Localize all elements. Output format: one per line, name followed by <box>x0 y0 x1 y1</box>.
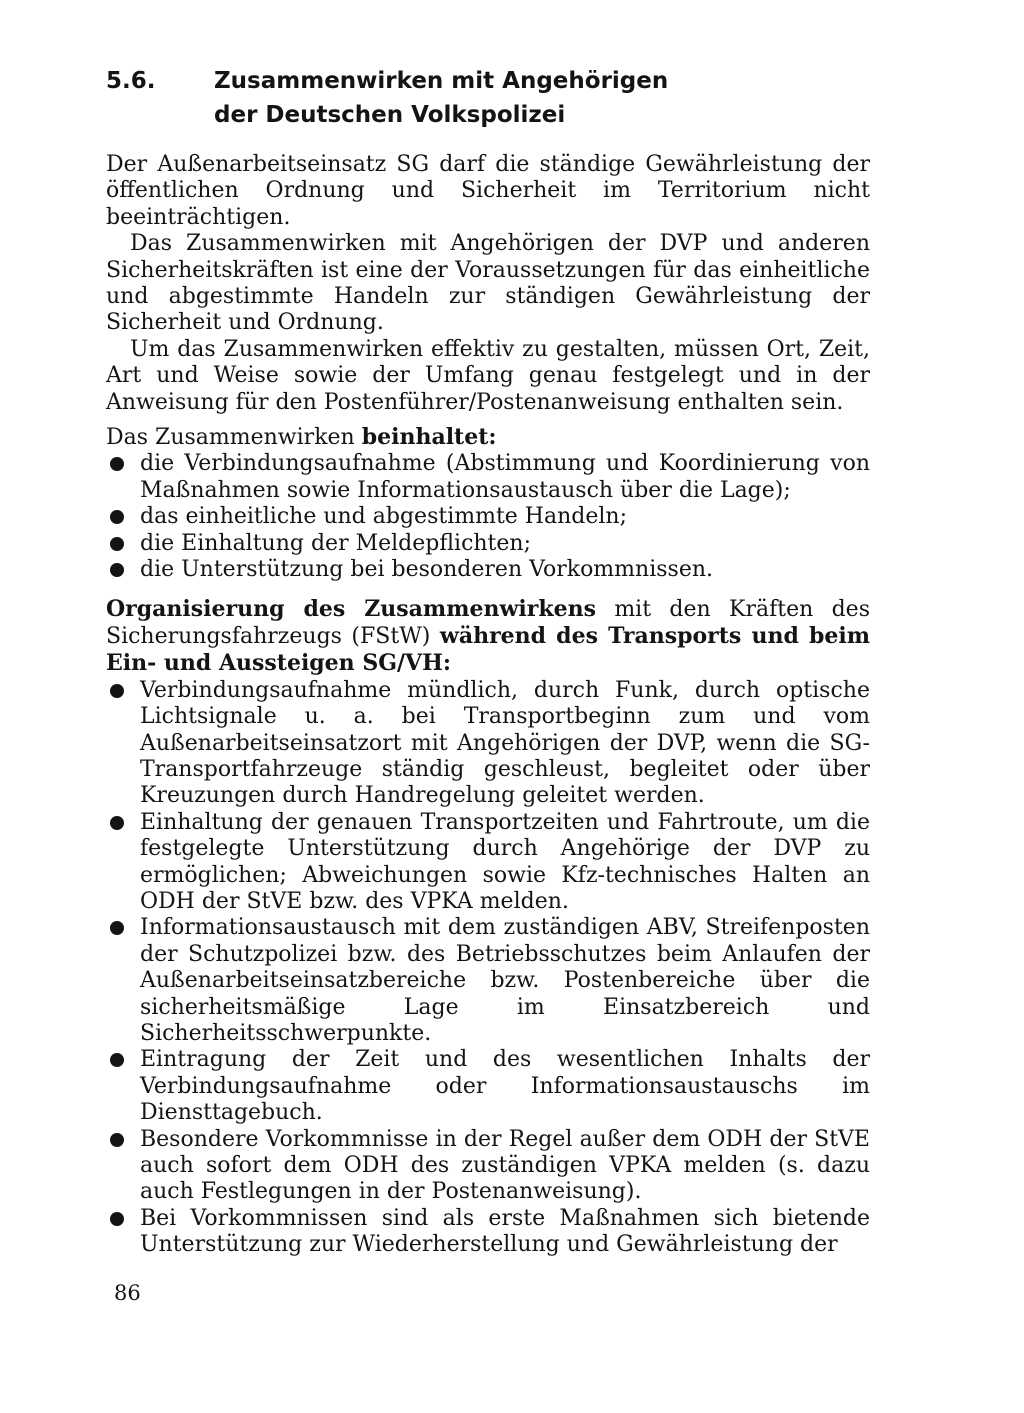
bullet-icon <box>110 563 124 577</box>
content-intro-bold: beinhaltet: <box>361 424 497 451</box>
list-item <box>106 1047 870 1126</box>
bullet-icon <box>110 684 124 698</box>
section-title-line-1: Zusammenwirken mit Angehörigen <box>214 68 669 94</box>
list-item-text: Einhaltung der genauen Transportzeiten und Fahrtroute, um die festgelegte Unterstützung durch Angehörige der DVP zu ermöglichen; Abweichungen sowie Kfz-technisches Halten an ODH der StVE bzw. des VPKA melden. <box>140 809 870 914</box>
list-item <box>106 1127 870 1206</box>
paragraph-1: Der Außenarbeitseinsatz SG darf die ständige Gewährleistung der öffentlichen Ordnung und Sicherheit im Territorium nicht beeinträchtigen. <box>106 152 870 230</box>
content-list <box>106 451 870 583</box>
organisation-intro-text: mit den Kräften des Sicherungsfahrzeugs (FStW) <box>106 596 870 649</box>
list-item <box>106 1206 870 1259</box>
page-number: 86 <box>114 1281 141 1305</box>
list-item <box>106 504 870 530</box>
list-item-text: Verbindungsaufnahme mündlich, durch Funk, durch optische Lichtsignale u. a. bei Transportbeginn zum und vom Außenarbeitseinsatzort mit Angehörigen der DVP, wenn die SG-Transportfahrzeuge ständig geschleust, begleitet oder über Kreuzungen durch Handregelung geleitet werden. <box>140 677 870 809</box>
section-heading <box>106 64 870 132</box>
section-title-line-2: der Deutschen Volkspolizei <box>214 102 566 128</box>
list-item <box>106 915 870 1047</box>
list-item-text: Besondere Vorkommnisse in der Regel außer dem ODH der StVE auch sofort dem ODH des zuständigen VPKA melden (s. dazu auch Festlegungen in der Postenanweisung). <box>140 1126 870 1205</box>
bullet-icon <box>110 1133 124 1147</box>
list-item <box>106 557 870 583</box>
paragraph-3: Um das Zusammenwirken effektiv zu gestalten, müssen Ort, Zeit, Art und Weise sowie der Umfang genau festgelegt und in der Anweisung für den Postenführer/Postenanweisung enthalten sein. <box>106 336 870 415</box>
organisation-list <box>106 678 870 1259</box>
bullet-icon <box>110 921 124 935</box>
bullet-icon <box>110 537 124 551</box>
list-item-text: die Unterstützung bei besonderen Vorkommnissen. <box>140 557 713 583</box>
organisation-intro <box>106 596 870 678</box>
list-item <box>106 531 870 557</box>
organisation-intro-bold-1: Organisierung des Zusammenwirkens <box>106 595 596 622</box>
list-item <box>106 810 870 916</box>
list-item-text: Eintragung der Zeit und des wesentlichen Inhalts der Verbindungsaufnahme oder Informationsaustauschs im Diensttagebuch. <box>140 1047 870 1126</box>
content-intro-text: Das Zusammenwirken <box>106 425 362 451</box>
list-item-text: die Verbindungsaufnahme (Abstimmung und Koordinierung von Maßnahmen sowie Informationsaustausch über die Lage); <box>140 451 870 503</box>
content-intro <box>106 424 870 451</box>
paragraph-2: Das Zusammenwirken mit Angehörigen der DVP und anderen Sicherheitskräften ist eine der Voraussetzungen für das einheitliche und abgestimmte Handeln zur ständigen Gewährleistung der Sicherheit und Ordnung. <box>106 231 870 336</box>
bullet-icon <box>110 1053 124 1067</box>
list-item <box>106 451 870 504</box>
list-item <box>106 678 870 810</box>
bullet-icon <box>110 510 124 524</box>
bullet-icon <box>110 816 124 830</box>
list-item-text: die Einhaltung der Meldepflichten; <box>140 530 531 556</box>
section-title <box>214 64 870 132</box>
list-item-text: das einheitliche und abgestimmte Handeln; <box>140 504 627 530</box>
list-item-text: Bei Vorkommnissen sind als erste Maßnahmen sich bietende Unterstützung zur Wiederherstellung und Gewährleistung der <box>140 1205 870 1258</box>
organisation-intro-bold-2: während des Transports und beim Ein- und Aussteigen SG/VH: <box>106 622 870 677</box>
list-item-text: Informationsaustausch mit dem zuständigen ABV, Streifenposten der Schutzpolizei bzw. des Betriebsschutzes beim Anlaufen der Außenarbeitseinsatzbereiche bzw. Postenbereiche über die sicherheitsmäßige Lage im Einsatzbereich und Sicherheitsschwerpunkte. <box>140 915 870 1046</box>
body-text <box>106 152 870 1259</box>
bullet-icon <box>110 457 124 471</box>
bullet-icon <box>110 1212 124 1226</box>
section-number: 5.6. <box>106 68 156 94</box>
document-page <box>106 64 870 1259</box>
